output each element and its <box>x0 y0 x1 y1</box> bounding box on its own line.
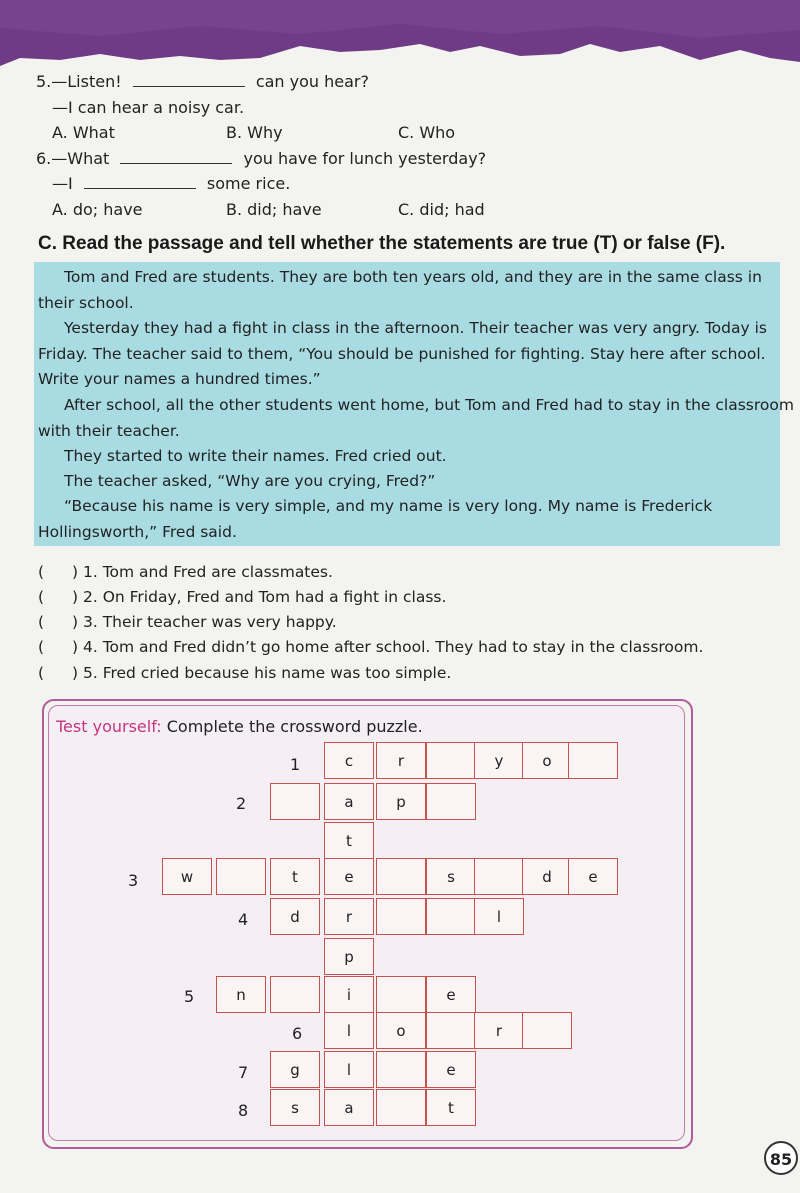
answer-paren[interactable]: ( <box>38 588 45 606</box>
option-b[interactable]: B. Why <box>226 123 283 142</box>
option-b[interactable]: B. did; have <box>226 200 322 219</box>
crossword-cell[interactable]: a <box>324 783 374 820</box>
crossword-cell[interactable] <box>376 858 426 895</box>
passage-line: Friday. The teacher said to them, “You should be punished for fighting. Stay here after school. <box>38 345 766 363</box>
statement-5[interactable] <box>38 664 451 682</box>
reply-text: —I <box>52 174 73 193</box>
crossword-cell[interactable]: l <box>324 1012 374 1049</box>
crossword-cell[interactable]: d <box>270 898 320 935</box>
crossword-cell[interactable]: c <box>324 742 374 779</box>
crossword-cell[interactable]: w <box>162 858 212 895</box>
section-c-heading: C. Read the passage and tell whether the statements are true (T) or false (F). <box>38 233 726 254</box>
crossword-cell[interactable]: s <box>270 1089 320 1126</box>
statement-text: ) 2. On Friday, Fred and Tom had a fight in class. <box>72 588 447 606</box>
crossword-cell[interactable]: r <box>474 1012 524 1049</box>
clue-number: 8 <box>238 1101 249 1120</box>
crossword-cell[interactable] <box>426 1012 476 1049</box>
answer-blank[interactable] <box>133 72 245 87</box>
answer-paren[interactable]: ( <box>38 563 45 581</box>
crossword-cell[interactable]: d <box>522 858 572 895</box>
top-banner <box>0 0 800 72</box>
crossword-cell[interactable]: a <box>324 1089 374 1126</box>
question-5-reply <box>52 98 244 117</box>
statement-text: ) 3. Their teacher was very happy. <box>72 613 337 631</box>
crossword-cell[interactable]: e <box>568 858 618 895</box>
answer-paren[interactable]: ( <box>38 613 45 631</box>
answer-blank[interactable] <box>84 174 196 189</box>
crossword-cell[interactable]: o <box>522 742 572 779</box>
passage-line: with their teacher. <box>38 422 180 440</box>
crossword-cell[interactable]: p <box>376 783 426 820</box>
crossword-cell[interactable]: s <box>426 858 476 895</box>
question-stem-end: you have for lunch yesterday? <box>243 149 487 168</box>
question-6 <box>36 149 486 168</box>
passage-line: After school, all the other students went home, but Tom and Fred had to stay in the classroom <box>64 396 794 414</box>
test-yourself-label: Test yourself: <box>56 717 162 736</box>
crossword-cell[interactable] <box>376 1051 426 1088</box>
reply-text-end: some rice. <box>206 174 291 193</box>
question-stem: 6.—What <box>36 149 110 168</box>
puzzle-title <box>56 717 423 736</box>
clue-number: 7 <box>238 1063 249 1082</box>
crossword-cell[interactable]: p <box>324 938 374 975</box>
passage-line: The teacher asked, “Why are you crying, Fred?” <box>64 472 436 490</box>
crossword-cell[interactable] <box>522 1012 572 1049</box>
clue-number: 2 <box>236 794 247 813</box>
passage-line: “Because his name is very simple, and my name is very long. My name is Frederick <box>64 497 713 515</box>
reply-text: —I can hear a noisy car. <box>52 98 245 117</box>
crossword-cell[interactable]: o <box>376 1012 426 1049</box>
crossword-cell[interactable] <box>568 742 618 779</box>
option-c[interactable]: C. Who <box>398 123 456 142</box>
crossword-cell[interactable] <box>270 783 320 820</box>
passage-line: Yesterday they had a fight in class in the afternoon. Their teacher was very angry. Today is <box>64 319 767 337</box>
crossword-cell[interactable] <box>376 976 426 1013</box>
statement-1[interactable] <box>38 563 333 581</box>
answer-paren[interactable]: ( <box>38 638 45 656</box>
passage-line: Write your names a hundred times.” <box>38 370 321 388</box>
answer-paren[interactable]: ( <box>38 664 45 682</box>
crossword-cell[interactable] <box>426 742 476 779</box>
question-stem-end: can you hear? <box>255 72 369 91</box>
statement-text: ) 4. Tom and Fred didn’t go home after school. They had to stay in the classroom. <box>72 638 704 656</box>
clue-number: 5 <box>184 987 195 1006</box>
crossword-cell[interactable] <box>474 858 524 895</box>
statement-4[interactable] <box>38 638 703 656</box>
crossword-cell[interactable]: e <box>426 1051 476 1088</box>
statement-3[interactable] <box>38 613 337 631</box>
option-c[interactable]: C. did; had <box>398 200 485 219</box>
crossword-cell[interactable]: e <box>426 976 476 1013</box>
crossword-cell[interactable]: r <box>324 898 374 935</box>
clue-number: 3 <box>128 871 139 890</box>
crossword-cell[interactable]: t <box>324 822 374 859</box>
crossword-cell[interactable] <box>426 898 476 935</box>
question-stem: 5.—Listen! <box>36 72 122 91</box>
crossword-cell[interactable] <box>216 858 266 895</box>
statement-text: ) 1. Tom and Fred are classmates. <box>72 563 333 581</box>
crossword-cell[interactable] <box>426 783 476 820</box>
crossword-cell[interactable]: i <box>324 976 374 1013</box>
passage-line: Tom and Fred are students. They are both ten years old, and they are in the same class in <box>64 268 762 286</box>
passage-line: Hollingsworth,” Fred said. <box>38 523 237 541</box>
clue-number: 1 <box>290 755 301 774</box>
crossword-cell[interactable]: e <box>324 858 374 895</box>
answer-blank[interactable] <box>120 149 232 164</box>
crossword-cell[interactable]: t <box>426 1089 476 1126</box>
crossword-cell[interactable] <box>270 976 320 1013</box>
crossword-cell[interactable]: r <box>376 742 426 779</box>
crossword-cell[interactable]: y <box>474 742 524 779</box>
statement-text: ) 5. Fred cried because his name was too simple. <box>72 664 452 682</box>
crossword-cell[interactable]: l <box>474 898 524 935</box>
crossword-cell[interactable]: g <box>270 1051 320 1088</box>
crossword-cell[interactable]: n <box>216 976 266 1013</box>
question-5 <box>36 72 369 91</box>
crossword-cell[interactable]: t <box>270 858 320 895</box>
question-6-reply <box>52 174 290 193</box>
option-a[interactable]: A. What <box>52 123 115 142</box>
passage-line: their school. <box>38 294 134 312</box>
crossword-cell[interactable] <box>376 898 426 935</box>
puzzle-instruction: Complete the crossword puzzle. <box>166 717 423 736</box>
option-a[interactable]: A. do; have <box>52 200 143 219</box>
crossword-cell[interactable] <box>376 1089 426 1126</box>
clue-number: 4 <box>238 910 249 929</box>
passage-line: They started to write their names. Fred cried out. <box>64 447 447 465</box>
statement-2[interactable] <box>38 588 446 606</box>
crossword-cell[interactable]: l <box>324 1051 374 1088</box>
page-number: 85 <box>764 1141 798 1175</box>
clue-number: 6 <box>292 1024 303 1043</box>
